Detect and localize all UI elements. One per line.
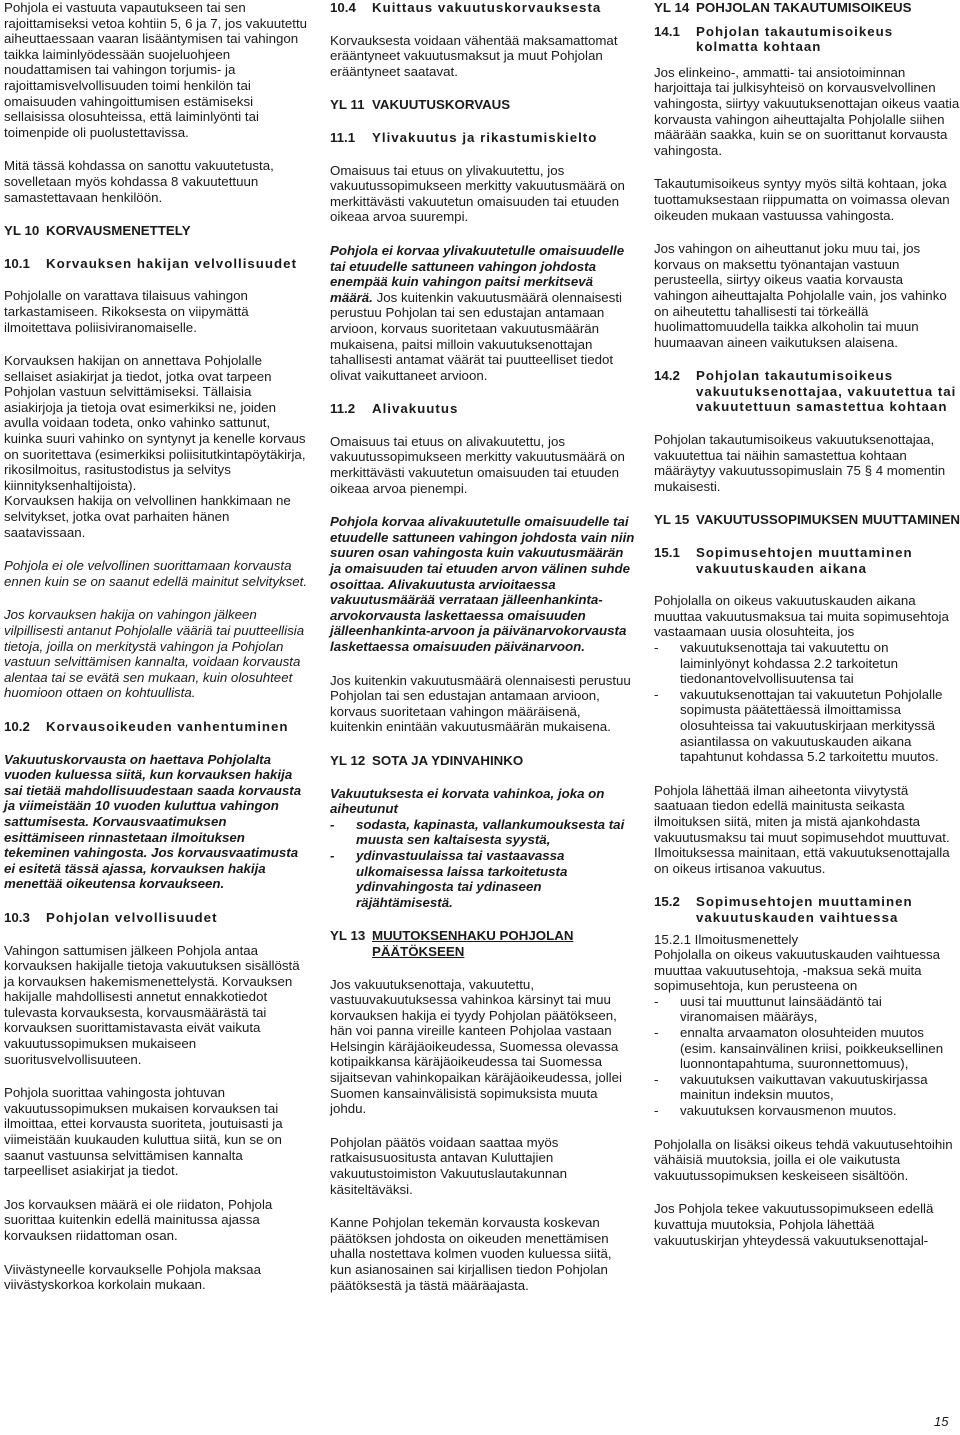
subsection-heading-14-1: [654, 24, 960, 55]
list-item-text: uusi tai muuttunut lainsäädäntö tai viranomaisen määräys,: [680, 993, 882, 1025]
list-dash: -: [330, 847, 335, 863]
subsection-heading-15-2: [654, 894, 960, 925]
paragraph: Pohjolalla on oikeus vakuutuskauden aikana muuttaa vakuutusmaksua tai muita sopimusehtoja vastaamaan uusia olosuhteita, jos: [654, 593, 949, 640]
column-middle: [330, 0, 636, 1310]
list-dash: -: [654, 993, 659, 1009]
subsection-title: Kuittaus vakuutuskorvauksesta: [372, 0, 602, 15]
text-run: Korvausvaatimuksen esittämiseen rinnastetaan ilmoituksen tekeminen vahingosta. Jos korvausvaatimusta ei esitetä tässä ajassa, korvauksen hakija menettää oikeutensa korvaukseen.: [4, 813, 299, 892]
list-dash: -: [330, 816, 335, 832]
paragraph: Pohjolalla on oikeus vakuutuskauden vaihtuessa muuttaa vakuutusehtoja, -maksua sekä muita sopimusehtoja, kun perusteena on: [654, 947, 941, 994]
paragraph: Omaisuus tai etuus on ylivakuutettu, jos vakuutussopimukseen merkitty vakuutusmäärä on merkittävästi vakuutetun omaisuuden tai etuuden oikeaa arvoa suurempi.: [330, 162, 625, 225]
paragraph: Viivästyneelle korvaukselle Pohjola maksaa viivästyskorkoa korkolain mukaan.: [4, 1261, 261, 1293]
list-item: [330, 848, 636, 910]
section-number: YL 12: [330, 752, 366, 768]
section-number: YL 14: [654, 0, 690, 15]
list-dash: -: [654, 640, 659, 655]
section-number: YL 11: [330, 97, 365, 113]
subsection-number: 10.1: [4, 255, 30, 271]
subsection-number: 14.2: [654, 368, 680, 384]
subsection-title: Pohjolan takautumisoikeus kolmatta kohtaan: [696, 23, 894, 55]
list-item: [654, 687, 960, 765]
subsection-heading-10-2: [4, 719, 310, 735]
paragraph: Pohjola suorittaa vahingosta johtuvan vakuutussopimuksen mukaisen korvauksen tai ilmoittaa, ettei korvausta suoriteta, joutuisasti ja viimeistään kuukauden kuluttua siitä, kun se on saanut vastuunsa selvittämisen kannalta tarpeelliset asiakirjat ja tiedot.: [4, 1085, 283, 1179]
paragraph-italic: Jos korvauksen hakija on vahingon jälkeen vilpillisesti antanut Pohjolalle vääriä tai puutteellisia tietoja, joilla on merkitystä vahingon ja Pohjolan vastuun selvittämisen kannalta, voidaan korvausta alentaa tai se evätä sen mukaan, kuin olosuhteet huomioon ottaen on kohtuullista.: [4, 607, 305, 701]
subsection-title: Pohjolan takautumisoikeus vakuutuksenottajaa, vakuutettua tai vakuutettuun samastettua kohtaan: [696, 368, 957, 415]
list-item-text: ydinvastuulaissa tai vastaavassa ulkomaisessa laissa tarkoitetusta ydinvahingosta tai ydinaseen räjähtämisestä.: [356, 847, 568, 910]
subsection-number: 11.2: [330, 401, 356, 417]
paragraph: Korvauksen hakija on velvollinen hankkimaan ne selvitykset, jotka ovat parhaiten hänen saatavissaan.: [4, 493, 291, 540]
column-left: [4, 0, 310, 1310]
list-item-text: sodasta, kapinasta, vallankumouksesta tai muusta sen kaltaisesta syystä,: [356, 816, 625, 848]
section-heading-yl12: [330, 753, 636, 769]
list-item: [654, 640, 960, 687]
section-heading-yl10: [4, 223, 310, 239]
list: [654, 994, 960, 1119]
list-dash: -: [654, 1025, 659, 1041]
subsection-heading-10-1: [4, 256, 310, 272]
list-item-text: vakuutuksen korvausmenon muutos.: [680, 1103, 897, 1119]
paragraph: Vahingon sattumisen jälkeen Pohjola antaa korvauksen hakijalle tietoja vakuutuksen sisällöstä ja korvauksen hakemismenettelystä. Korvauksen hakijalle mahdollisesti annetut ennakkotiedot tulevasta korvauksesta, korvausmäärästä tai korvauksen suorittamistavasta eivät vaikuta vakuutussopimuksen mukaiseen suoritusvelvollisuuteen.: [4, 942, 300, 1067]
list-item-text: ennalta arvaamaton olosuhteiden muutos (esim. kansainvälinen kriisi, poikkeuksellinen luonnontapahtuma, suuronnettomuus),: [680, 1025, 944, 1072]
list-dash: -: [654, 1071, 659, 1087]
list-item: [654, 1025, 960, 1072]
paragraph: Jos vakuutuksenottaja, vakuutettu, vastuuvakuutuksessa vahinkoa kärsinyt tai muu korvauksen hakija ei tyydy Pohjolan päätökseen, hän voi panna vireille kanteen Pohjolaa vastaan Helsingin käräjäoikeudessa, Suomessa olevassa kotipaikkansa käräjäoikeudessa tai Suomessa sijaitsevan vahinkopaikan käräjäoikeudessa, jollei Suomen kansainvälisistä sopimuksista muuta johdu.: [330, 976, 622, 1117]
text-run: Jos kuitenkin vakuutusmäärä olennaisesti perustuu Pohjolan tai sen edustajan antamaan arvioon, korvaus suoritetaan vakuutusmäärän mukaisena, paitsi milloin vakuutuksenottajan tahallisesti antamat väärät tai puutteelliset tiedot olivat vaikuttaneet arvioon.: [330, 289, 622, 383]
paragraph-italic: Pohjola ei ole velvollinen suorittamaan korvausta ennen kuin se on saanut edellä mainitut selvitykset.: [4, 558, 308, 589]
paragraph: Pohjolalla on lisäksi oikeus tehdä vakuutusehtoihin vähäisiä muutoksia, joilla ei ole vaikutusta vakuutussopimuksen keskeiseen sisältöön.: [654, 1136, 953, 1183]
subsection-title: Ylivakuutus ja rikastumiskielto: [372, 129, 598, 145]
list-dash: -: [654, 686, 659, 702]
section-heading-yl14: [654, 0, 960, 16]
subsection-number: 11.1: [330, 129, 356, 145]
subsection-number: 15.2: [654, 894, 680, 910]
section-title: MUUTOKSENHAKU POHJOLAN PÄÄTÖKSEEN: [372, 928, 574, 959]
list: [330, 817, 636, 911]
paragraph-bold-italic: Vakuutuksesta ei korvata vahinkoa, joka on aiheutunut: [330, 785, 605, 817]
paragraph: Omaisuus tai etuus on alivakuutettu, jos vakuutussopimukseen merkitty vakuutusmäärä on merkittävästi vakuutetun omaisuuden tai etuuden oikeaa arvoa pienempi.: [330, 433, 625, 496]
paragraph: [330, 243, 636, 383]
subsection-title: Sopimusehtojen muuttaminen vakuutuskauden aikana: [696, 545, 913, 576]
subsection-title: Pohjolan velvollisuudet: [46, 909, 218, 925]
paragraph: Pohjola lähettää ilman aiheetonta viivytystä saatuaan tiedon edellä mainitusta seikasta ilmoituksen siitä, miten ja mistä ajankohdasta vakuutusmaksu tai muut sopimusehdot muuttuvat. Ilmoituksessa mainitaan, että vakuutuksenottajalla on oikeus irtisanoa vakuutus.: [654, 782, 950, 876]
section-heading-yl15: [654, 512, 960, 528]
list-item-text: vakuutuksenottajan tai vakuutetun Pohjolalle sopimusta päätettäessä ilmoittamissa olosuhteissa tai vakuutuskirjaan merkityssä asiantilassa on vakuutuskauden aikana tapahtunut kohdassa 5.2 tarkoitettu muutos.: [680, 686, 943, 765]
text-run-bold-italic: Pohjola ei korvaa ylivakuutetulle omaisuudelle tai etuudelle sattuneen vahingon johdosta enempää kuin vahingon paitsi merkitsevä määrä.: [330, 242, 625, 305]
subsection-heading-15-1: [654, 545, 960, 576]
list-item: [654, 994, 960, 1025]
subsection-heading-10-3: [4, 910, 310, 926]
list-item-text: vakuutuksenottaja tai vakuutettu on laiminlyönyt kohdassa 2.2 tarkoitetun tiedonantovelvollisuutensa tai: [680, 640, 899, 687]
subsection-number: 10.4: [330, 0, 356, 15]
subsection-heading-14-2: [654, 368, 960, 415]
section-number: YL 15: [654, 512, 690, 528]
text-run: Vakuutuskorvausta on haettava Pohjolalta vuoden kuluessa siitä, kun korvauksen hakija sai tietää mahdollisuudestaan saada korvausta ja viimeistään 10 vuoden kuluttua vahingon sattumisesta.: [4, 751, 302, 829]
subsection-title: Sopimusehtojen muuttaminen vakuutuskauden vaihtuessa: [696, 894, 913, 925]
paragraph: Jos korvauksen määrä ei ole riidaton, Pohjola suorittaa kuitenkin edellä mainitussa ajassa korvauksen riidattoman osan.: [4, 1196, 273, 1243]
paragraph: Jos elinkeino-, ammatti- tai ansiotoiminnan harjoittaja tai julkisyhteisö on korvausvelvollinen vahingosta, siirtyy vakuutuksenottajan oikeus vaatia korvausta vahingon aiheuttajalta Pohjolalle siihen määrään saakka, kuin se on suorittanut korvausta vahingosta.: [654, 64, 960, 158]
subsection-title: Korvausoikeuden vanhentuminen: [46, 718, 289, 734]
section-title: KORVAUSMENETTELY: [46, 223, 191, 239]
section-title: SOTA JA YDINVAHINKO: [372, 752, 524, 768]
paragraph: Mitä tässä kohdassa on sanottu vakuutetusta, sovelletaan myös kohdassa 8 vakuutettuun samastettavaan henkilöön.: [4, 158, 274, 205]
subsection-number: 14.1: [654, 23, 680, 39]
paragraph: Korvauksesta voidaan vähentää maksamattomat erääntyneet vakuutusmaksut ja muut Pohjolan erääntyneet saatavat.: [330, 32, 618, 79]
subsection-heading-11-2: [330, 401, 636, 417]
list-item: [654, 1072, 960, 1103]
section-heading-yl11: [330, 97, 636, 113]
subsection-title: Alivakuutus: [372, 401, 459, 417]
subsection-number: 15.1: [654, 545, 680, 561]
section-title: POHJOLAN TAKAUTUMISOIKEUS: [696, 0, 912, 15]
paragraph: Takautumisoikeus syntyy myös siltä kohtaan, joka tuottamuksestaan riippumatta on voimassa olevan oikeuden mukaan vastuussa vahingosta.: [654, 176, 950, 223]
list: [654, 640, 960, 765]
paragraph: Jos kuitenkin vakuutusmäärä olennaisesti perustuu Pohjolan tai sen edustajan antamaan arvioon, korvaus suoritetaan vahingon määräisenä, kuitenkin enintään vakuutusmäärän mukaisena.: [330, 672, 631, 735]
paragraph: Korvauksen hakijan on annettava Pohjolalle sellaiset asiakirjat ja tiedot, jotka ovat tarpeen Pohjolan vastuun selvittämiseksi. Tällaisia asiakirjoja ja tietoja ovat esimerkiksi ne, joiden avulla voidaan todeta, onko vahinko sattunut, kuinka suuri vahinko on syntynyt ja kenelle korvaus on suoritettava (esimerkiksi poliisitutkintapöytäkirja, rikosilmoitus, rasitustodistus ja selvitys kiinnityksenhaltijoista).: [4, 353, 306, 493]
paragraph: Kanne Pohjolan tekemän korvausta koskevan päätöksen johdosta on oikeuden menettämisen uhalla nostettava kolmen vuoden kuluessa siitä, kun asianosainen sai kirjallisen tiedon Pohjolan päätöksestä ja tästä määräajasta.: [330, 1215, 612, 1293]
page-number: 15: [934, 1414, 949, 1429]
subsection-number: 10.3: [4, 909, 30, 925]
paragraph: Jos vahingon on aiheuttanut joku muu tai, jos korvaus on maksettu työnantajan vastuun perusteella, siirtyy oikeus vaatia korvausta vahingon aiheuttajalta Pohjolalle vain, jos vahinko on aiheutettu tahallisesti tai törkeällä huolimattomuudella taikka alkoholin tai muun huumaavan aineen vaikutuksen alaisena.: [654, 241, 947, 350]
section-heading-yl13: [330, 928, 636, 959]
subsection-heading-10-4: [330, 0, 636, 16]
list-item-text: vakuutuksen vaikuttavan vakuutuskirjassa mainitun indeksin muutos,: [680, 1071, 928, 1103]
list-item: [330, 817, 636, 848]
paragraph: Pohjolan takautumisoikeus vakuutuksenottajaa, vakuutettua tai näihin samastettua kohtaan määräytyy vakuutussopimuslain 75 § 4 momentin mukaisesti.: [654, 432, 946, 494]
paragraph: Jos Pohjola tekee vakuutussopimukseen edellä kuvattuja muutoksia, Pohjola lähettää vakuutuskirjan yhteydessä vakuutuksenottajal-: [654, 1201, 934, 1248]
paragraph: Pohjola ei vastuuta vapautukseen tai sen rajoittamiseksi vetoa kohtiin 5, 6 ja 7, jos vakuutettu aiheuttaessaan vaaran lisääntymisen tai vahingon taikka laiminlyödessään suojeluohjeen noudattamisen tai vahingon torjumis- ja rajoittamisvelvollisuuden toimi henkilön tai omaisuuden vahingoittumisen estämiseksi sellaisissa olosuhteissa, että laiminlyönti tai toimenpide oli puolustettavissa.: [4, 0, 308, 140]
section-number: YL 13: [330, 928, 366, 944]
list-item: [654, 1103, 960, 1119]
section-title: VAKUUTUSKORVAUS: [372, 97, 511, 113]
paragraph-bold-italic: Pohjola korvaa alivakuutetulle omaisuudelle tai etuudelle sattuneen vahingon johdosta vain niin suuren osan vahingosta kuin vakuutusmäärän ja omaisuuden tai etuuden arvon välinen suhde osoittaa. Alivakuutusta arvioitaessa vakuutusmäärää verrataan jälleenhankinta-arvokorvausta laskettaessa omaisuuden jälleenhankinta-arvoon ja päivänarvokorvausta laskettaessa omaisuuden päivänarvoon.: [330, 514, 635, 654]
paragraph: Pohjolan päätös voidaan saattaa myös ratkaisusuositusta antavan Kuluttajien vakuutustoimiston Vakuutuslautakunnan käsiteltäväksi.: [330, 1134, 568, 1197]
section-title: VAKUUTUSSOPIMUKSEN MUUTTAMINEN: [696, 512, 960, 528]
paragraph: Pohjolalle on varattava tilaisuus vahingon tarkastamiseen. Rikoksesta on viipymättä ilmoitettava poliisiviranomaiselle.: [4, 288, 249, 335]
subsection-number: 10.2: [4, 718, 30, 734]
column-right: [654, 0, 960, 1265]
paragraph: 15.2.1 Ilmoitusmenettely: [654, 931, 799, 947]
subsection-title: Korvauksen hakijan velvollisuudet: [46, 255, 297, 271]
paragraph-bold-italic: [4, 752, 310, 892]
section-number: YL 10: [4, 223, 40, 239]
subsection-heading-11-1: [330, 130, 636, 146]
list-dash: -: [654, 1103, 659, 1119]
